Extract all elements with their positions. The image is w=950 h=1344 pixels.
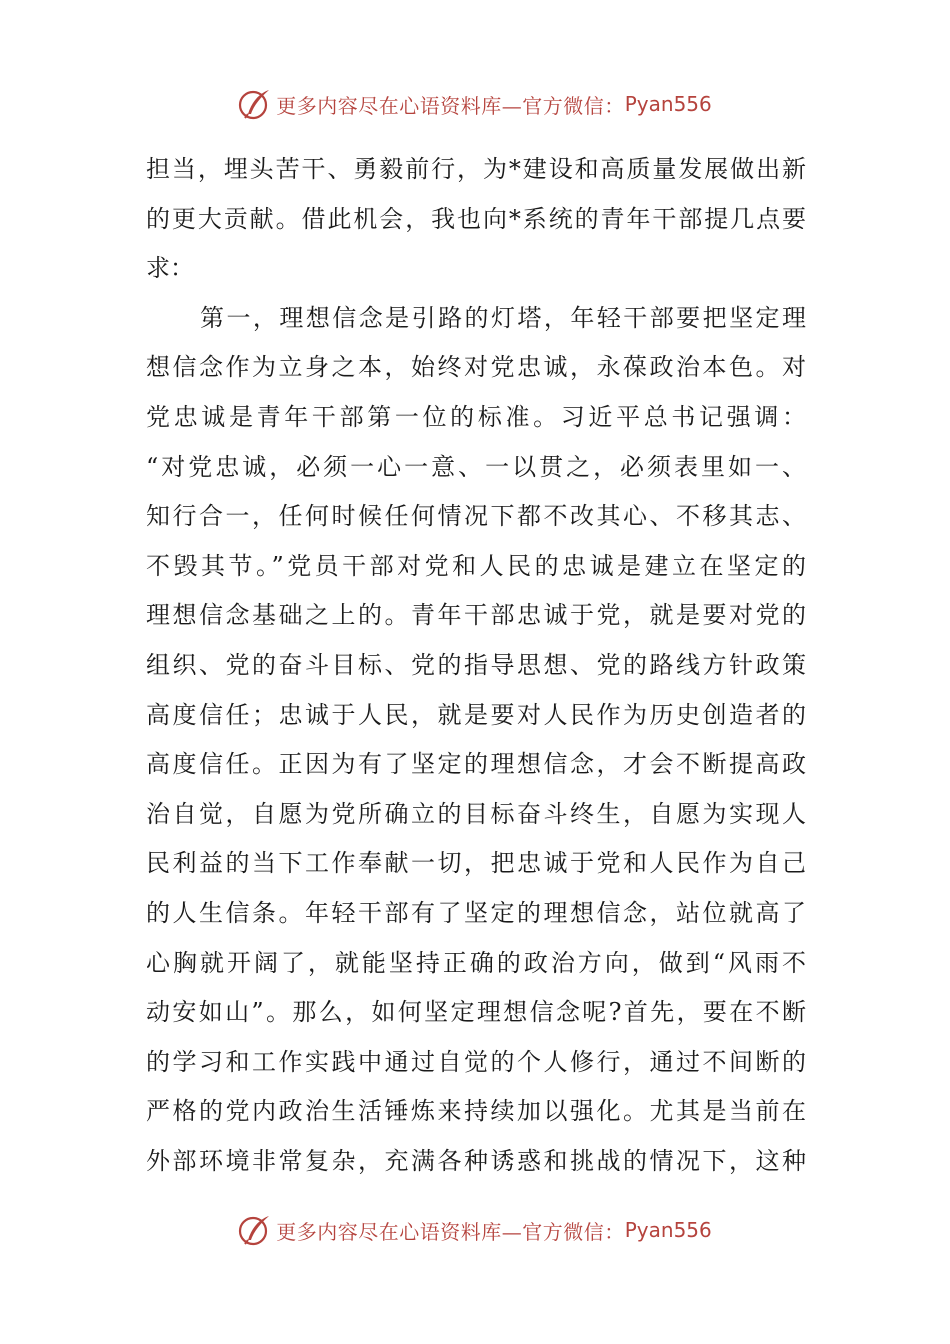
body-line: 的更大贡献。借此机会，我也向*系统的青年干部提几点要 xyxy=(146,204,806,233)
header-banner-text: 更多内容尽在心语资料库—官方微信： xyxy=(276,93,625,118)
body-line: 治自觉，自愿为党所确立的目标奋斗终生，自愿为实现人 xyxy=(146,799,806,828)
header-banner xyxy=(0,82,950,126)
body-line: 严格的党内政治生活锤炼来持续加以强化。尤其是当前在 xyxy=(146,1097,806,1126)
body-line: 外部环境非常复杂，充满各种诱惑和挑战的情况下，这种 xyxy=(146,1146,806,1175)
footer-banner xyxy=(0,1208,950,1252)
body-line: 担当，埋头苦干、勇毅前行，为*建设和高质量发展做出新 xyxy=(146,155,806,183)
footer-banner-text: 更多内容尽在心语资料库—官方微信： xyxy=(276,1219,625,1244)
body-line: 心胸就开阔了，就能坚持正确的政治方向，做到“风雨不 xyxy=(146,948,806,977)
body-line: 党忠诚是青年干部第一位的标准。习近平总书记强调： xyxy=(146,402,806,431)
body-line: 的学习和工作实践中通过自觉的个人修行，通过不间断的 xyxy=(146,1047,806,1076)
body-line: 知行合一，任何时候任何情况下都不改其心、不移其志、 xyxy=(146,502,806,531)
body-line: 高度信任；忠诚于人民，就是要对人民作为历史创造者的 xyxy=(146,700,806,729)
body-line: “对党忠诚，必须一心一意、一以贯之，必须表里如一、 xyxy=(146,452,806,481)
body-line: 理想信念基础之上的。青年干部忠诚于党，就是要对党的 xyxy=(146,601,806,630)
quill-pen-logo-icon xyxy=(238,87,272,121)
body-line: 想信念作为立身之本，始终对党忠诚，永葆政治本色。对 xyxy=(146,353,806,382)
paragraph-first-line: 第一，理想信念是引路的灯塔，年轻干部要把坚定理 xyxy=(200,303,806,332)
body-line: 民利益的当下工作奉献一切，把忠诚于党和人民作为自己 xyxy=(146,849,806,878)
body-line: 动安如山”。那么，如何坚定理想信念呢?首先，要在不断 xyxy=(146,998,806,1027)
body-line: 不毁其节。”党员干部对党和人民的忠诚是建立在坚定的 xyxy=(146,551,806,580)
quill-pen-logo-icon xyxy=(238,1213,272,1247)
header-wechat-id: Pyan556 xyxy=(624,92,712,116)
body-line: 组织、党的奋斗目标、党的指导思想、党的路线方针政策 xyxy=(146,650,806,679)
footer-wechat-id: Pyan556 xyxy=(624,1218,712,1242)
body-line: 求： xyxy=(146,254,194,283)
document-body xyxy=(146,145,806,1195)
body-line: 高度信任。正因为有了坚定的理想信念，才会不断提高政 xyxy=(146,750,806,779)
body-line: 的人生信条。年轻干部有了坚定的理想信念，站位就高了 xyxy=(146,898,806,927)
